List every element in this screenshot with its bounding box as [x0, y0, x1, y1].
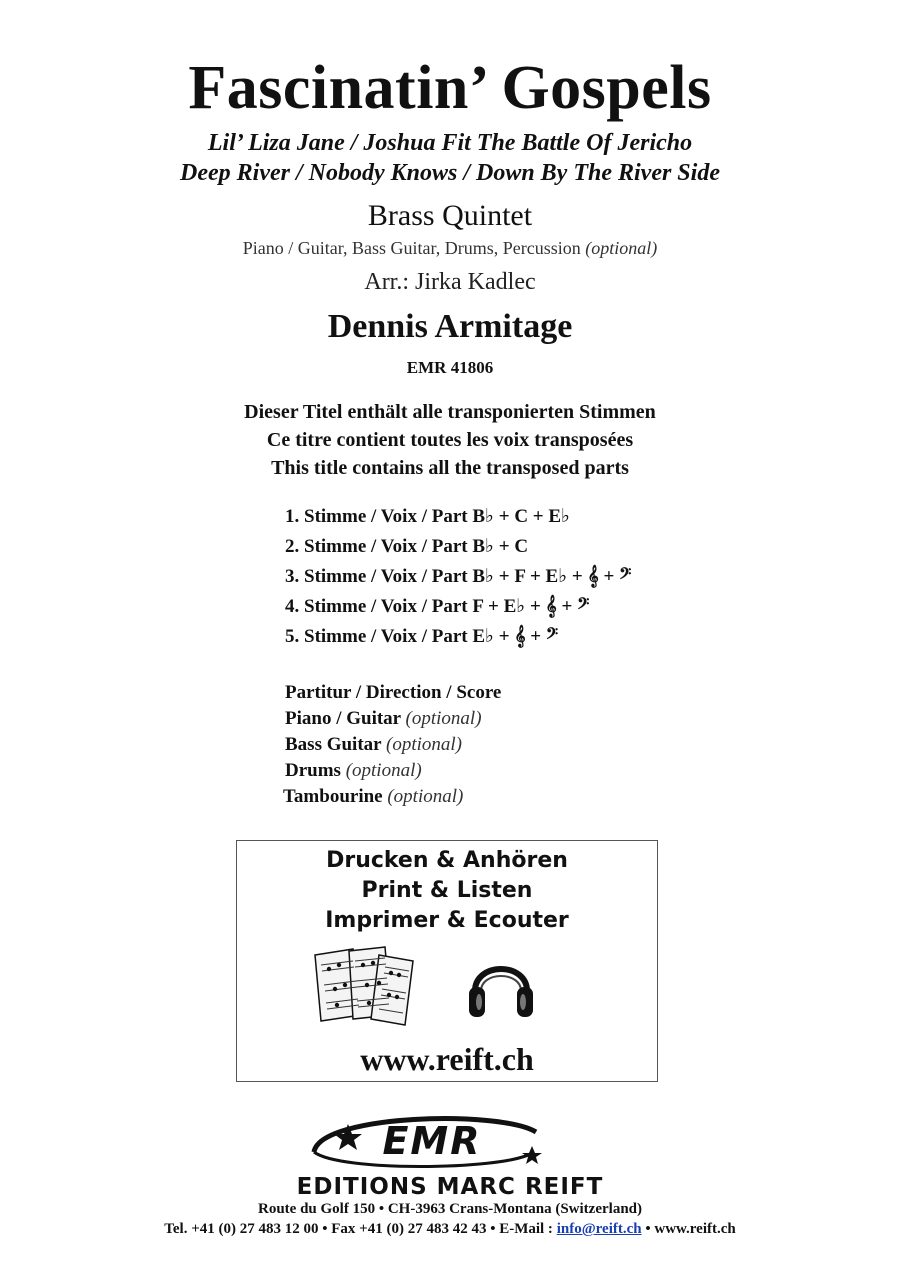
part-label: 5. Stimme / Voix / Part	[285, 626, 473, 647]
extra-optional: (optional)	[405, 708, 482, 729]
part-keys: B♭ + C	[472, 536, 529, 557]
part-label: 1. Stimme / Voix / Part	[285, 506, 473, 527]
promo-line-fr: Imprimer & Ecouter	[325, 908, 569, 933]
instrument-list-text: Piano / Guitar, Bass Guitar, Drums, Percussion	[242, 238, 581, 258]
headphones-icon	[465, 947, 537, 1023]
publisher-address: Route du Golf 150 • CH-3963 Crans-Montana (Switzerland)	[258, 1201, 642, 1217]
extra-row	[283, 784, 501, 810]
part-row	[285, 562, 631, 592]
part-keys: B♭ + C + E♭	[472, 506, 571, 527]
publisher-name: EDITIONS MARC REIFT	[296, 1174, 604, 1200]
page-title: Fascinatin’ Gospels	[188, 54, 712, 122]
contact-prefix: Tel. +41 (0) 27 483 12 00 • Fax +41 (0) 27 483 42 43 • E-Mail :	[164, 1221, 557, 1237]
arranger: Arr.: Jirka Kadlec	[364, 269, 536, 295]
catalog-number: EMR 41806	[406, 358, 494, 377]
emr-logo	[300, 1108, 560, 1176]
part-row	[285, 592, 631, 622]
extra-label: Bass Guitar	[285, 734, 382, 755]
transposed-note-fr: Ce titre contient toutes les voix transposées	[266, 429, 634, 451]
subtitle-line-2: Deep River / Nobody Knows / Down By The River Side	[180, 160, 720, 186]
extra-row	[285, 680, 501, 706]
part-label: 2. Stimme / Voix / Part	[285, 536, 473, 557]
part-label: 4. Stimme / Voix / Part	[285, 596, 473, 617]
transposed-note-en: This title contains all the transposed parts	[271, 457, 629, 479]
part-keys: F + E♭ + 𝄞 + 𝄢	[472, 596, 590, 617]
part-keys: B♭ + F + E♭ + 𝄞 + 𝄢	[472, 566, 632, 587]
extra-label: Tambourine	[283, 786, 383, 807]
promo-url[interactable]: www.reift.ch	[360, 1041, 534, 1077]
extra-label: Piano / Guitar	[285, 708, 401, 729]
instrument-list	[0, 236, 900, 260]
composer: Dennis Armitage	[327, 308, 573, 345]
transposed-note-de: Dieser Titel enthält alle transponierten Stimmen	[244, 401, 656, 423]
ensemble: Brass Quintet	[367, 199, 533, 232]
extra-label: Partitur / Direction / Score	[285, 682, 502, 703]
emr-logo-text: EMR	[382, 1119, 482, 1163]
publisher-contact	[0, 1220, 900, 1238]
part-keys: E♭ + 𝄞 + 𝄢	[472, 626, 559, 647]
parts-list	[285, 502, 631, 652]
extra-row	[285, 758, 501, 784]
extra-row	[285, 732, 501, 758]
promo-line-de: Drucken & Anhören	[326, 848, 568, 873]
extra-optional: (optional)	[387, 786, 464, 807]
subtitle-line-1: Lil’ Liza Jane / Joshua Fit The Battle Of Jericho	[207, 130, 693, 156]
instrument-list-optional: (optional)	[585, 238, 658, 258]
part-label: 3. Stimme / Voix / Part	[285, 566, 473, 587]
extra-optional: (optional)	[386, 734, 463, 755]
extra-label: Drums	[285, 760, 341, 781]
part-row	[285, 622, 631, 652]
extra-row	[285, 706, 501, 732]
sheet-music-icon	[309, 945, 421, 1027]
email-link[interactable]: info@reift.ch	[556, 1221, 642, 1237]
promo-line-en: Print & Listen	[361, 878, 533, 903]
print-listen-box	[236, 840, 658, 1082]
contact-suffix: • www.reift.ch	[641, 1221, 736, 1237]
extras-list	[285, 680, 501, 810]
part-row	[285, 532, 631, 562]
part-row	[285, 502, 631, 532]
extra-optional: (optional)	[345, 760, 422, 781]
